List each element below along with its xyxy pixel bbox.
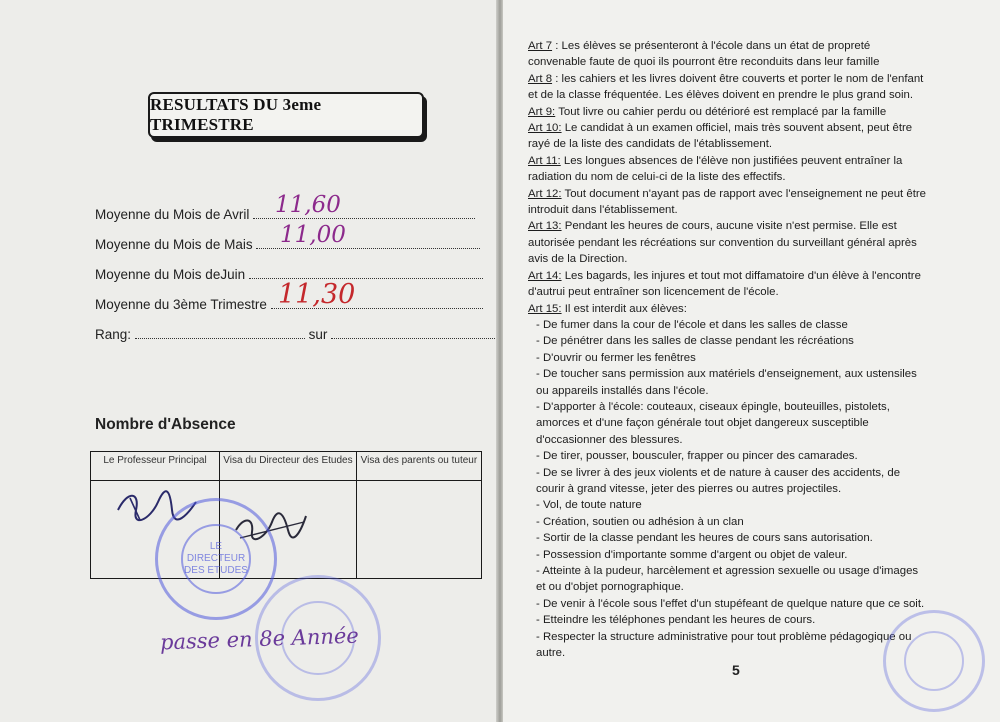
rule-item: - De fumer dans la cour de l'école et dans les salles de classe [536, 318, 848, 331]
article-text: Tout livre ou cahier perdu ou détérioré est remplacé par la famille [555, 105, 887, 118]
article-item [528, 186, 928, 219]
row-avril-label: Moyenne du Mois de Avril [95, 207, 250, 222]
reglement-block [528, 38, 928, 661]
row-rang [95, 327, 497, 342]
rule-item: - Atteinte à la pudeur, harcèlement et agression sexuelle ou usage d'images et ou d'objet pornographique. [536, 565, 919, 594]
stamp-right [883, 610, 985, 712]
results-title: RESULTATS DU 3eme TRIMESTRE [150, 95, 322, 134]
rule-item: - Vol, de toute nature [536, 499, 642, 512]
article-label: Art 7 [528, 40, 553, 52]
stamp-right-inner [904, 631, 964, 691]
school-stamp-inner: LE DIRECTEUR DES ETUDES [181, 524, 251, 594]
row-juin-label: Moyenne du Mois deJuin [95, 267, 246, 282]
rang-label: Rang: [95, 327, 132, 342]
article-item [528, 104, 928, 120]
rule-item: - Possession d'importante somme d'argent ou objet de valeur. [536, 548, 848, 561]
rule-item: - Respecter la structure administrative pour tout problème pédagogique ou autre. [536, 630, 912, 660]
rang-sur: sur [308, 327, 328, 342]
rules-list [528, 317, 928, 662]
decision-note: passe en 8e Année [159, 623, 360, 655]
article-label: Art 13: [528, 220, 562, 233]
mais-grade: 11,00 [280, 222, 346, 248]
rule-item: - D'ouvrir ou fermer les fenêtres [536, 351, 696, 364]
articles-list [528, 38, 928, 317]
article-item [528, 153, 928, 186]
rang-dotline [135, 327, 305, 339]
visa-col-directeur: Visa du Directeur des Etudes [220, 452, 357, 481]
right-page [503, 0, 1000, 722]
article-item [528, 71, 928, 104]
article-label: Art 12: [528, 187, 562, 200]
article-label: Art 15: [528, 302, 562, 315]
visa-col-parents: Visa des parents ou tuteur [356, 452, 481, 481]
absence-heading: Nombre d'Absence [95, 416, 236, 433]
trimestre-grade: 11,30 [278, 279, 356, 310]
row-juin-dotline [249, 267, 483, 279]
left-page [0, 0, 497, 722]
sur-dotline [331, 327, 497, 339]
article-text: Pendant les heures de cours, aucune visite n'est permise. Elle est autorisée pendant les récréations sur convention du surveillant général après avis de la Direction. [528, 220, 917, 266]
article-text: Le candidat à un examen officiel, mais très souvent absent, peut être rayé de la liste des candidats de l'établissement. [528, 122, 913, 151]
article-label: Art 8 [528, 72, 553, 85]
visa-col-professeur: Le Professeur Principal [91, 452, 220, 481]
rule-item: - De pénétrer dans les salles de classe pendant les récréations [536, 335, 854, 348]
article-item [528, 268, 928, 301]
article-label: Art 11: [528, 154, 561, 167]
page-number: 5 [732, 662, 740, 678]
rule-item: - De venir à l'école sous l'effet d'un stupéfeant de quelque nature que ce soit. [536, 597, 925, 610]
rule-item: - Création, soutien ou adhésion à un clan [536, 515, 744, 528]
rule-item: - De tirer, pousser, bousculer, frapper ou pincer des camarades. [536, 450, 858, 463]
article-item [528, 301, 928, 317]
article-item [528, 218, 928, 267]
rule-item: - De toucher sans permission aux matériels d'enseignement, aux ustensiles ou appareils installés dans l'école. [536, 368, 917, 397]
article-label: Art 14: [528, 269, 562, 282]
rule-item: - Etteindre les téléphones pendant les heures de cours. [536, 614, 816, 627]
article-text: Tout document n'ayant pas de rapport avec l'enseignement ne peut être introduit dans l'établissement. [528, 187, 927, 217]
rule-item: - Sortir de la classe pendant les heures de cours sans autorisation. [536, 532, 873, 545]
rule-item: - D'apporter à l'école: couteaux, ciseaux épingle, bouteuilles, pistolets, amorces et d'une façon générale tout objet dangereux susceptible d'occasionner des blessures. [536, 400, 890, 446]
article-label: Art 10: [528, 122, 562, 135]
article-text: : Les élèves se présenteront à l'école dans un état de propreté convenable faute de quoi ils pourront être reconduits dans leur famille [528, 40, 880, 69]
article-label: Art 9: [528, 105, 556, 118]
row-trimestre-label: Moyenne du 3ème Trimestre [95, 297, 267, 312]
school-stamp-outer [155, 498, 277, 620]
results-title-box [148, 92, 424, 138]
article-text: Il est interdit aux élèves: [561, 302, 687, 315]
visa-cell-parents [356, 481, 481, 579]
rule-item: - De se livrer à des jeux violents et de nature à causer des accidents, de courir à grand vitesse, jeter des pierres ou autres projectiles. [536, 466, 901, 495]
avril-grade: 11,60 [275, 192, 341, 218]
article-item [528, 38, 928, 71]
article-item [528, 120, 928, 153]
article-text: Les longues absences de l'élève non justifiées peuvent entraîner la radiation du nom de celui-ci de la liste des effectifs. [528, 154, 903, 184]
row-mais-label: Moyenne du Mois de Mais [95, 237, 253, 252]
article-text: : les cahiers et les livres doivent être couverts et porter le nom de l'enfant et de la classe fréquentée. Les élèves doivent en prendre le plus grand soin. [528, 72, 924, 102]
article-text: Les bagards, les injures et tout mot diffamatoire d'un élève à l'encontre d'autrui peut entraîner son licencement de l'école. [528, 269, 921, 299]
